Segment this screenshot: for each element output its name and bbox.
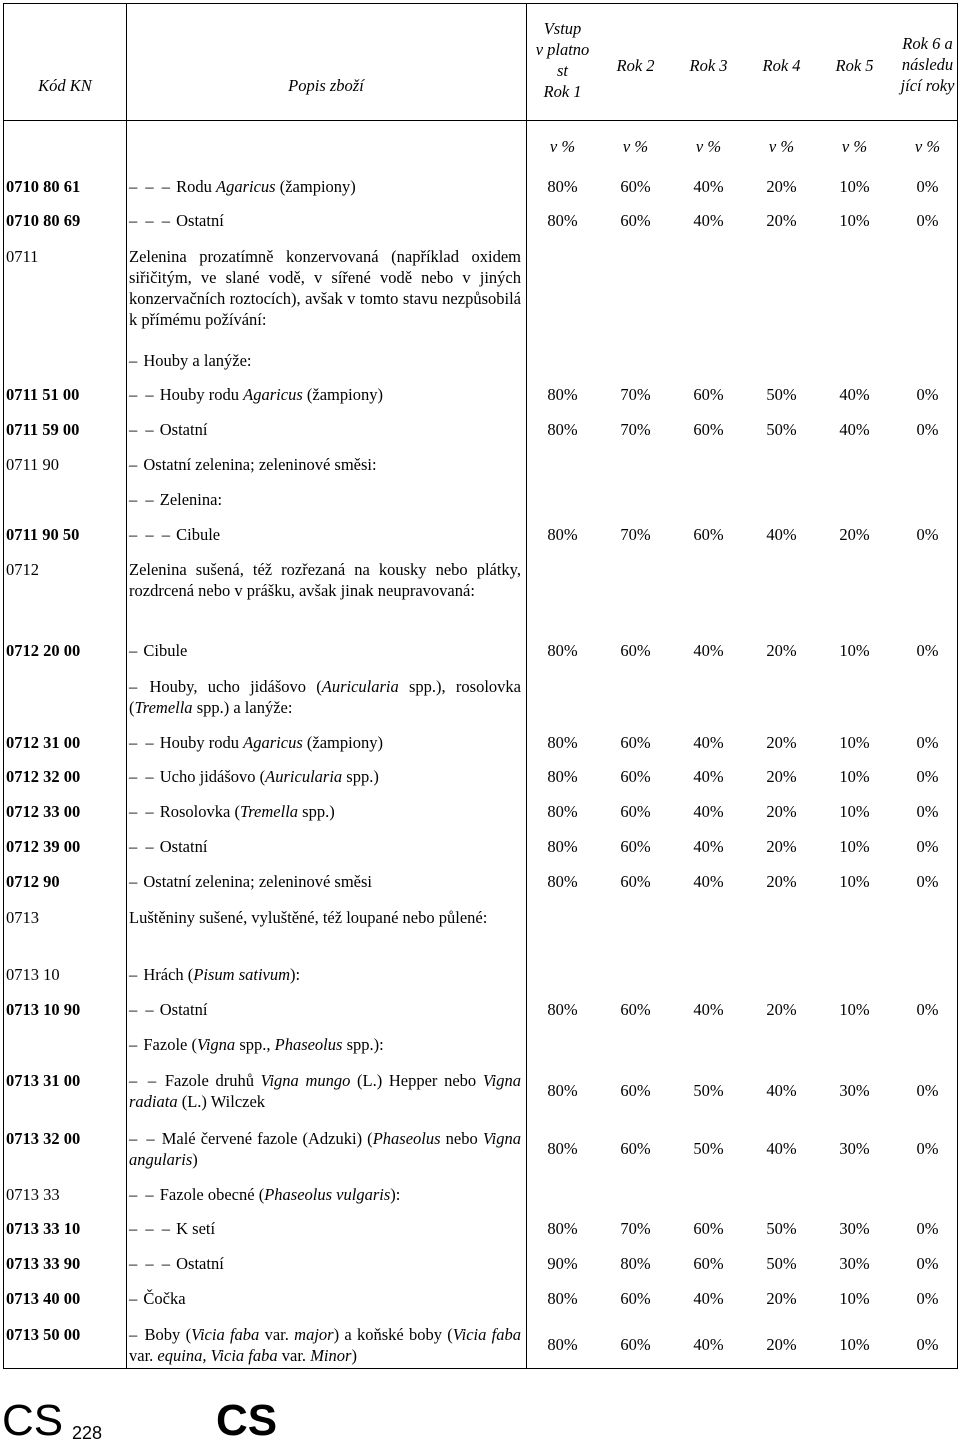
duty-rate-year-2: 70% [620, 525, 651, 544]
duty-rate-year-5: 10% [839, 767, 870, 786]
goods-description [129, 1218, 521, 1239]
duty-rate-year-4: 20% [766, 802, 797, 821]
header-year-2 [599, 55, 672, 76]
duty-rate-year-4: 20% [766, 1000, 797, 1019]
duty-rate-year-1: 80% [547, 837, 578, 856]
description-text: ) a koňské boby ( [333, 1325, 453, 1344]
latin-name: Auricularia [321, 677, 399, 696]
goods-description [129, 176, 521, 197]
header-year-line: Rok 3 [689, 56, 728, 75]
goods-description [129, 766, 521, 787]
goods-description [129, 1253, 521, 1274]
duty-rate-year-1: 80% [547, 385, 578, 404]
indent-dashes: – – – [129, 525, 172, 544]
duty-rate-year-4: 20% [766, 733, 797, 752]
description-text: ): [290, 965, 301, 984]
duty-rate-year-6: 0% [916, 1289, 939, 1308]
cn-code: 0712 39 00 [6, 837, 81, 856]
description-text: Zelenina: [159, 490, 223, 509]
header-code: Kód KN [38, 76, 92, 95]
description-text: ) [192, 1150, 198, 1169]
description-text: Boby ( [144, 1325, 192, 1344]
description-text: Rodu [176, 177, 217, 196]
duty-rate-year-6: 0% [916, 211, 939, 230]
indent-dashes: – – – [129, 211, 172, 230]
goods-description [129, 246, 521, 330]
duty-rate-year-6: 0% [916, 1335, 939, 1354]
indent-dashes: – – [129, 1185, 156, 1204]
header-year-line: st [556, 61, 568, 80]
duty-rate-year-1: 80% [547, 420, 578, 439]
latin-name: major [294, 1325, 334, 1344]
goods-description [129, 1128, 521, 1170]
duty-rate-year-5: 10% [839, 733, 870, 752]
goods-description [129, 1070, 521, 1112]
footer-language: CS [2, 1396, 64, 1445]
header-year-3 [672, 55, 745, 76]
header-description: Popis zboží [288, 76, 364, 95]
indent-dashes: – [129, 1035, 140, 1054]
goods-description [129, 1184, 521, 1205]
goods-description [129, 964, 521, 985]
duty-rate-year-4: 50% [766, 385, 797, 404]
cn-code: 0711 59 00 [6, 420, 80, 439]
description-text: Fazole druhů [164, 1071, 261, 1090]
description-text: (žampiony) [302, 733, 383, 752]
duty-rate-year-6: 0% [916, 525, 939, 544]
goods-description [129, 489, 521, 510]
indent-dashes: – – [129, 1129, 157, 1148]
duty-rate-year-1: 90% [547, 1254, 578, 1273]
indent-dashes: – – [129, 1071, 159, 1090]
description-text: Ostatní [176, 1254, 224, 1273]
duty-rate-year-4: 20% [766, 177, 797, 196]
indent-dashes: – – [129, 490, 156, 509]
cn-code: 0713 50 00 [6, 1325, 81, 1344]
duty-rate-year-6: 0% [916, 1000, 939, 1019]
goods-description [129, 350, 521, 371]
duty-rate-year-3: 60% [693, 1254, 724, 1273]
duty-rate-year-1: 80% [547, 733, 578, 752]
goods-description [129, 559, 521, 601]
duty-rate-year-4: 20% [766, 1289, 797, 1308]
cn-code: 0713 32 00 [6, 1129, 81, 1148]
duty-rate-year-3: 40% [693, 641, 724, 660]
duty-rate-year-4: 20% [766, 837, 797, 856]
latin-name: Minor [310, 1346, 352, 1365]
indent-dashes: – [129, 351, 140, 370]
cn-code: 0712 33 00 [6, 802, 81, 821]
description-text: Ostatní [176, 211, 224, 230]
header-year-line: Rok 4 [762, 56, 801, 75]
description-text: Čočka [143, 1289, 186, 1308]
cn-code: 0713 31 00 [6, 1071, 81, 1090]
indent-dashes: – – [129, 802, 156, 821]
indent-dashes: – – [129, 385, 156, 404]
duty-rate-year-2: 60% [620, 802, 651, 821]
description-text: Ostatní [159, 420, 208, 439]
description-text: spp.) a lanýže: [192, 698, 293, 717]
indent-dashes: – – – [129, 177, 172, 196]
unit-label: v % [914, 137, 941, 156]
duty-rate-year-5: 30% [839, 1139, 870, 1158]
description-text: Ostatní zelenina; zeleninové směsi: [143, 455, 377, 474]
latin-name: Vicia faba [191, 1325, 260, 1344]
cn-code: 0713 [6, 908, 39, 927]
header-year-4 [745, 55, 818, 76]
header-divider [4, 120, 957, 121]
duty-rate-year-3: 40% [693, 1000, 724, 1019]
goods-description [129, 1324, 521, 1366]
duty-rate-year-3: 40% [693, 1335, 724, 1354]
duty-rate-year-2: 80% [620, 1254, 651, 1273]
description-text: Fazole ( [143, 1035, 197, 1054]
cn-code: 0711 90 50 [6, 525, 80, 544]
indent-dashes: – [129, 641, 140, 660]
duty-rate-year-3: 60% [693, 1219, 724, 1238]
indent-dashes: – – [129, 767, 156, 786]
unit-label: v % [622, 137, 649, 156]
indent-dashes: – – – [129, 1254, 172, 1273]
duty-rate-year-1: 80% [547, 177, 578, 196]
duty-rate-year-2: 60% [620, 872, 651, 891]
duty-rate-year-6: 0% [916, 1254, 939, 1273]
goods-description [129, 454, 521, 475]
latin-name: equina, Vicia faba [157, 1346, 278, 1365]
duty-rate-year-6: 0% [916, 1139, 939, 1158]
description-text: var. [259, 1325, 295, 1344]
duty-rate-year-5: 10% [839, 641, 870, 660]
description-text: var. [277, 1346, 311, 1365]
duty-rate-year-4: 50% [766, 1219, 797, 1238]
duty-rate-year-2: 70% [620, 385, 651, 404]
duty-rate-year-4: 50% [766, 1254, 797, 1273]
duty-rate-year-5: 10% [839, 1000, 870, 1019]
description-text: Ucho jidášovo ( [159, 767, 266, 786]
header-year-1 [526, 18, 599, 102]
indent-dashes: – [129, 872, 140, 891]
duty-rate-year-3: 60% [693, 525, 724, 544]
latin-name: Vigna mungo [260, 1071, 351, 1090]
duty-rate-year-5: 20% [839, 525, 870, 544]
description-text: Fazole obecné ( [159, 1185, 265, 1204]
latin-name: Vigna radiata [129, 1071, 522, 1111]
duty-rate-year-6: 0% [916, 767, 939, 786]
duty-rate-year-5: 10% [839, 802, 870, 821]
latin-name: Vigna [196, 1035, 236, 1054]
goods-description [129, 1288, 521, 1309]
duty-rate-year-5: 40% [839, 420, 870, 439]
goods-description [129, 801, 521, 822]
description-text: Luštěniny sušené, vyluštěné, též loupané nebo půlené: [129, 908, 488, 927]
goods-description [129, 384, 521, 405]
unit-label: v % [695, 137, 722, 156]
cn-code: 0710 80 61 [6, 177, 81, 196]
duty-rate-year-5: 40% [839, 385, 870, 404]
header-year-line: jící roky [900, 76, 955, 95]
cn-code: 0713 33 90 [6, 1254, 81, 1273]
duty-rate-year-1: 80% [547, 1081, 578, 1100]
cn-code: 0712 32 00 [6, 767, 81, 786]
latin-name: Agaricus [243, 733, 303, 752]
duty-rate-year-1: 80% [547, 525, 578, 544]
column-divider [526, 4, 527, 1368]
duty-rate-year-2: 60% [620, 733, 651, 752]
duty-rate-year-1: 80% [547, 211, 578, 230]
cn-code: 0712 90 [6, 872, 60, 891]
description-text: Rosolovka ( [159, 802, 240, 821]
description-text: Zelenina prozatímně konzervovaná (například oxidem siřičitým, ve slané vodě, v sířené vodě nebo v jiných konzervačních roztocích), avšak v tomto stavu nezpůsobilá k přímému požívání: [129, 247, 521, 329]
goods-description [129, 1034, 521, 1055]
goods-description [129, 836, 521, 857]
cn-code: 0713 10 [6, 965, 60, 984]
duty-rate-year-5: 10% [839, 211, 870, 230]
description-text: spp.) [342, 767, 379, 786]
duty-rate-year-5: 10% [839, 1289, 870, 1308]
duty-rate-year-6: 0% [916, 802, 939, 821]
indent-dashes: – – – [129, 1219, 172, 1238]
duty-rate-year-6: 0% [916, 420, 939, 439]
duty-rate-year-6: 0% [916, 1081, 939, 1100]
duty-rate-year-6: 0% [916, 385, 939, 404]
duty-rate-year-2: 60% [620, 211, 651, 230]
description-text: nebo [440, 1129, 483, 1148]
duty-rate-year-1: 80% [547, 872, 578, 891]
duty-rate-year-6: 0% [916, 641, 939, 660]
duty-rate-year-5: 10% [839, 1335, 870, 1354]
description-text: (L.) Wilczek [177, 1092, 266, 1111]
goods-description [129, 419, 521, 440]
duty-rate-year-6: 0% [916, 1219, 939, 1238]
duty-rate-year-1: 80% [547, 767, 578, 786]
duty-rate-year-4: 50% [766, 420, 797, 439]
indent-dashes: – [129, 1325, 140, 1344]
indent-dashes: – – [129, 837, 156, 856]
duty-rate-year-3: 40% [693, 802, 724, 821]
duty-rate-year-6: 0% [916, 872, 939, 891]
description-text: Hrách ( [143, 965, 194, 984]
duty-rate-year-3: 40% [693, 837, 724, 856]
duty-rate-year-5: 10% [839, 837, 870, 856]
latin-name: Phaseolus [274, 1035, 343, 1054]
description-text: Houby rodu [159, 733, 244, 752]
duty-rate-year-2: 60% [620, 1289, 651, 1308]
duty-rate-year-6: 0% [916, 837, 939, 856]
header-year-5 [818, 55, 891, 76]
unit-label: v % [768, 137, 795, 156]
cn-code: 0712 [6, 560, 39, 579]
duty-rate-year-1: 80% [547, 1289, 578, 1308]
latin-name: Phaseolus vulgaris [264, 1185, 391, 1204]
duty-rate-year-3: 40% [693, 211, 724, 230]
cn-code: 0713 10 90 [6, 1000, 81, 1019]
description-text: spp.) [298, 802, 335, 821]
description-text: Ostatní [159, 1000, 208, 1019]
column-divider [126, 4, 127, 1368]
indent-dashes: – [129, 677, 140, 696]
duty-rate-year-2: 60% [620, 767, 651, 786]
duty-rate-year-3: 40% [693, 1289, 724, 1308]
goods-description [129, 210, 521, 231]
latin-name: Agaricus [243, 385, 303, 404]
description-text: (žampiony) [275, 177, 356, 196]
duty-rate-year-6: 0% [916, 733, 939, 752]
latin-name: Phaseolus [372, 1129, 441, 1148]
duty-rate-year-2: 60% [620, 1335, 651, 1354]
goods-description [129, 907, 521, 928]
duty-rate-year-2: 60% [620, 177, 651, 196]
description-text: Ostatní zelenina; zeleninové směsi [143, 872, 373, 891]
indent-dashes: – [129, 1289, 140, 1308]
description-text: Cibule [176, 525, 221, 544]
description-text: spp.), rosolovka ( [129, 677, 522, 717]
indent-dashes: – – [129, 733, 156, 752]
duty-rate-year-4: 20% [766, 211, 797, 230]
goods-description [129, 732, 521, 753]
cn-code: 0711 90 [6, 455, 60, 474]
duty-rate-year-1: 80% [547, 1335, 578, 1354]
goods-description [129, 676, 521, 718]
duty-rate-year-5: 10% [839, 872, 870, 891]
latin-name: Vicia faba [452, 1325, 522, 1344]
duty-rate-year-4: 40% [766, 1081, 797, 1100]
header-year-line: v platno [535, 40, 590, 59]
latin-name: Tremella [239, 802, 299, 821]
goods-description [129, 524, 521, 545]
header-year-line: Rok 1 [543, 82, 582, 101]
duty-rate-year-2: 60% [620, 1000, 651, 1019]
duty-rate-year-3: 60% [693, 385, 724, 404]
header-year-line: Rok 6 a [902, 34, 953, 53]
cn-code: 0710 80 69 [6, 211, 81, 230]
cn-code: 0712 31 00 [6, 733, 81, 752]
header-year-6 [891, 33, 960, 96]
description-text: (L.) Hepper nebo [350, 1071, 483, 1090]
latin-name: Vigna angularis [129, 1129, 522, 1169]
latin-name: Agaricus [216, 177, 276, 196]
unit-label: v % [841, 137, 868, 156]
duty-rate-year-3: 40% [693, 767, 724, 786]
description-text: Houby a lanýže: [143, 351, 252, 370]
description-text: spp.): [342, 1035, 384, 1054]
duty-rate-year-4: 20% [766, 1335, 797, 1354]
duty-rate-year-2: 70% [620, 420, 651, 439]
duty-rate-year-2: 60% [620, 1081, 651, 1100]
duty-rate-year-1: 80% [547, 802, 578, 821]
duty-rate-year-5: 30% [839, 1219, 870, 1238]
duty-rate-year-4: 40% [766, 1139, 797, 1158]
description-text: ): [390, 1185, 401, 1204]
goods-description [129, 871, 521, 892]
duty-rate-year-4: 20% [766, 641, 797, 660]
cn-code: 0713 40 00 [6, 1289, 81, 1308]
description-text: Houby, ucho jidášovo ( [149, 677, 322, 696]
footer-page-number: 228 [72, 1423, 103, 1443]
cn-code: 0712 20 00 [6, 641, 81, 660]
duty-rate-year-3: 50% [693, 1139, 724, 1158]
duty-rate-year-3: 40% [693, 177, 724, 196]
duty-rate-year-2: 60% [620, 837, 651, 856]
duty-rate-year-3: 40% [693, 872, 724, 891]
duty-rate-year-4: 20% [766, 872, 797, 891]
indent-dashes: – [129, 455, 140, 474]
duty-rate-year-5: 30% [839, 1254, 870, 1273]
goods-description [129, 640, 521, 661]
cn-code: 0711 [6, 247, 39, 266]
goods-description [129, 999, 521, 1020]
header-year-line: Rok 2 [616, 56, 655, 75]
latin-name: Pisum sativum [193, 965, 291, 984]
duty-rate-year-4: 40% [766, 525, 797, 544]
description-text: spp., [235, 1035, 275, 1054]
description-text: Malé červené fazole (Adzuki) ( [161, 1129, 373, 1148]
description-text: var. [129, 1346, 158, 1365]
duty-rate-year-1: 80% [547, 1139, 578, 1158]
indent-dashes: – – [129, 420, 156, 439]
description-text: Houby rodu [159, 385, 244, 404]
tariff-table [3, 3, 958, 1369]
duty-rate-year-2: 60% [620, 641, 651, 660]
indent-dashes: – [129, 965, 140, 984]
cn-code: 0713 33 10 [6, 1219, 81, 1238]
description-text: Ostatní [159, 837, 208, 856]
cn-code: 0711 51 00 [6, 385, 80, 404]
duty-rate-year-3: 50% [693, 1081, 724, 1100]
description-text: Cibule [143, 641, 188, 660]
indent-dashes: – – [129, 1000, 156, 1019]
latin-name: Tremella [134, 698, 193, 717]
description-text: ) [351, 1346, 357, 1365]
unit-label: v % [549, 137, 576, 156]
duty-rate-year-3: 40% [693, 733, 724, 752]
latin-name: Auricularia [265, 767, 343, 786]
duty-rate-year-2: 60% [620, 1139, 651, 1158]
header-year-line: Vstup [543, 19, 582, 38]
duty-rate-year-5: 30% [839, 1081, 870, 1100]
description-text: K setí [176, 1219, 216, 1238]
cn-code: 0713 33 [6, 1185, 60, 1204]
duty-rate-year-5: 10% [839, 177, 870, 196]
duty-rate-year-1: 80% [547, 1219, 578, 1238]
header-year-line: Rok 5 [835, 56, 874, 75]
description-text: (žampiony) [302, 385, 383, 404]
description-text: Zelenina sušená, též rozřezaná na kousky nebo plátky, rozdrcená nebo v prášku, avšak jinak neupravovaná: [129, 560, 521, 600]
duty-rate-year-6: 0% [916, 177, 939, 196]
duty-rate-year-3: 60% [693, 420, 724, 439]
duty-rate-year-1: 80% [547, 1000, 578, 1019]
duty-rate-year-1: 80% [547, 641, 578, 660]
header-year-line: následu [901, 55, 954, 74]
duty-rate-year-4: 20% [766, 767, 797, 786]
footer-language-bold: CS [216, 1396, 278, 1445]
duty-rate-year-2: 70% [620, 1219, 651, 1238]
